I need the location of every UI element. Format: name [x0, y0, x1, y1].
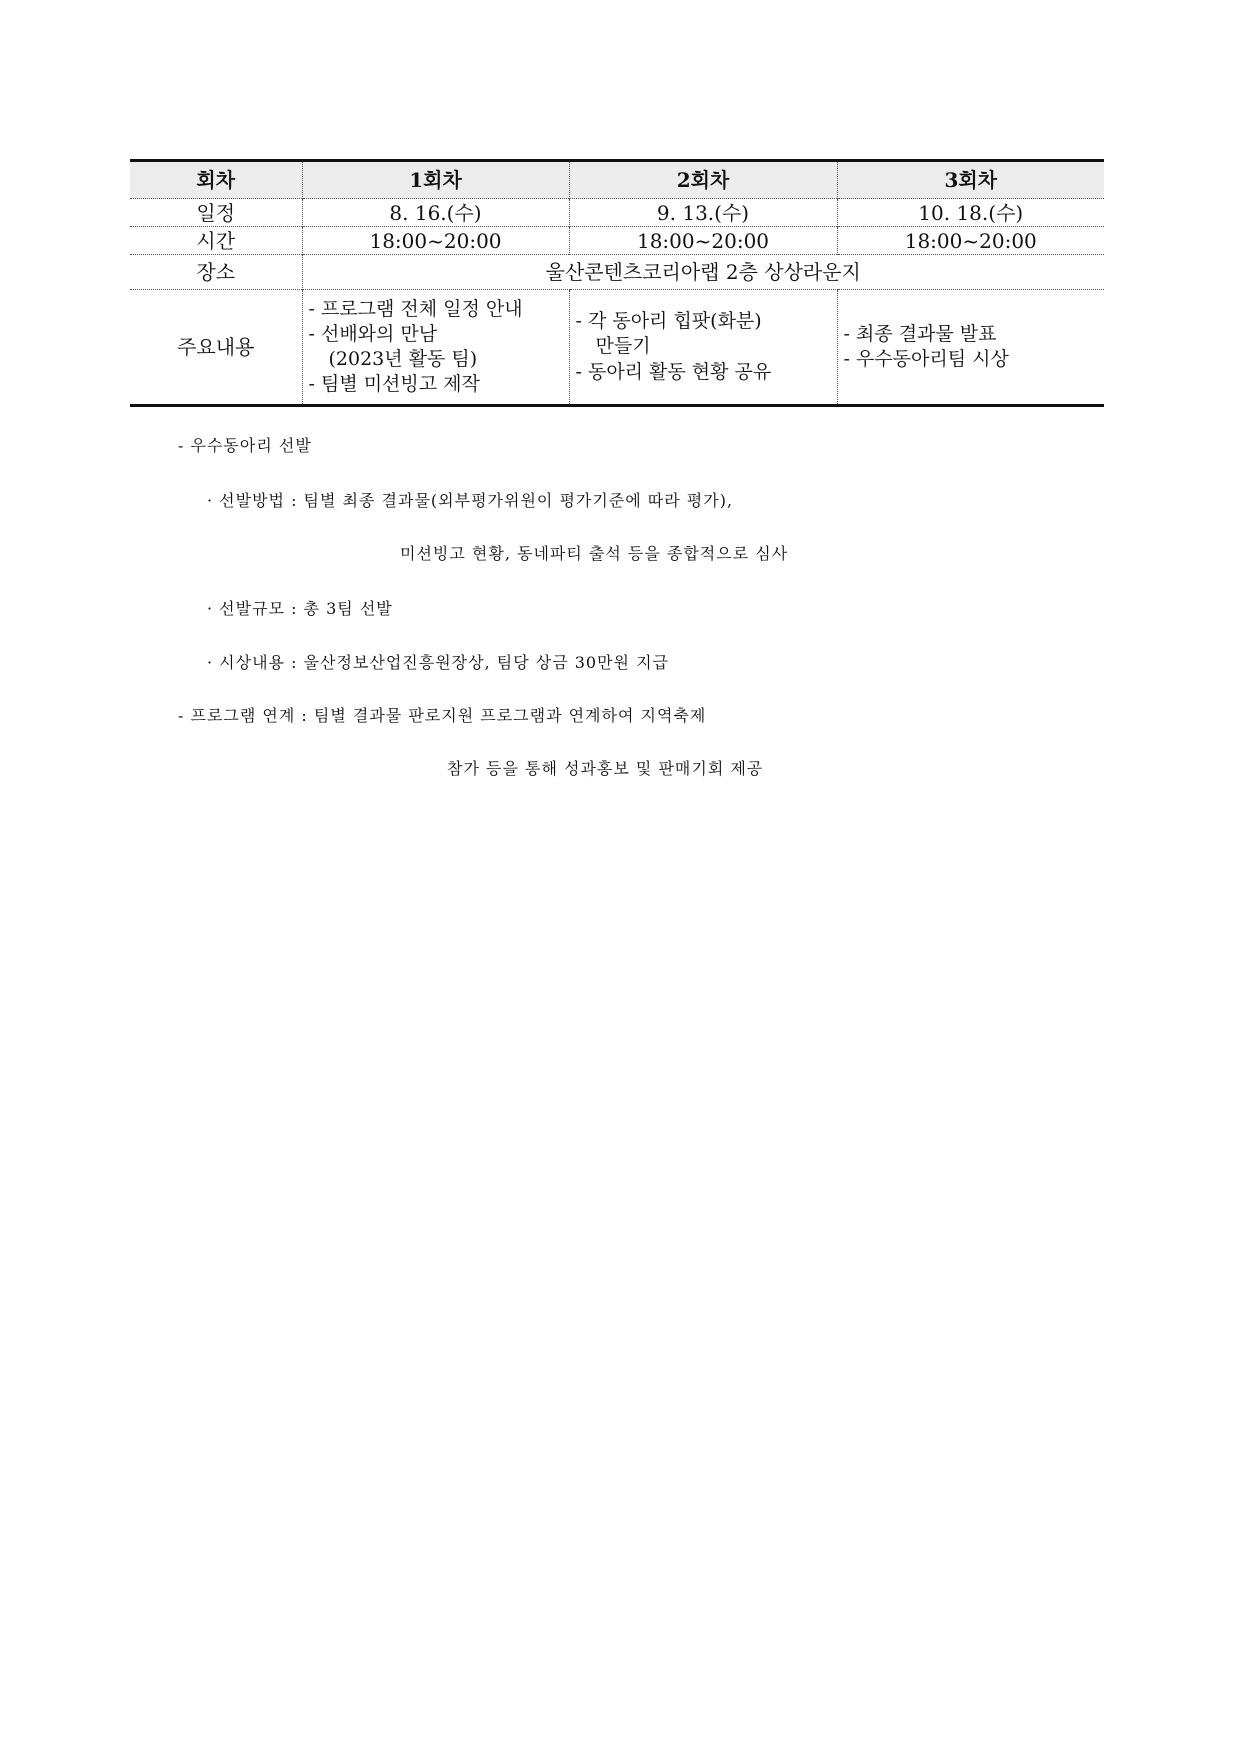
program-link-line-cont: 참가 등을 통해 성과홍보 및 판매기회 제공 — [447, 759, 764, 778]
program-link-line: - 프로그램 연계 : 팀별 결과물 판로지원 프로그램과 연계하여 지역축제 — [178, 706, 707, 725]
content-line: - 선배와의 만남 — [308, 322, 438, 345]
time-cell: 18:00~20:00 — [837, 227, 1104, 255]
content-line: - 각 동아리 힙팟(화분) — [575, 310, 762, 333]
row-label: 주요내용 — [130, 290, 302, 406]
table-header-row — [130, 161, 1104, 199]
date-cell: 9. 13.(수) — [569, 199, 837, 227]
header-cell: 1회차 — [302, 161, 569, 199]
place-cell: 울산콘텐츠코리아랩 2층 상상라운지 — [302, 255, 1104, 290]
content-line: - 프로그램 전체 일정 안내 — [308, 297, 523, 320]
table-row-content — [130, 290, 1104, 406]
date-cell: 10. 18.(수) — [837, 199, 1104, 227]
header-cell: 3회차 — [837, 161, 1104, 199]
section-heading: - 우수동아리 선발 — [178, 436, 312, 455]
content-cell — [569, 290, 837, 406]
content-cell — [837, 290, 1104, 406]
content-cell — [302, 290, 569, 406]
method-line: · 선발방법 : 팀별 최종 결과물(외부평가위원이 평가기준에 따라 평가), — [207, 491, 734, 510]
schedule-table — [130, 159, 1104, 407]
date-cell: 8. 16.(수) — [302, 199, 569, 227]
header-cell: 회차 — [130, 161, 302, 199]
method-line-cont: 미션빙고 현황, 동네파티 출석 등을 종합적으로 심사 — [400, 544, 789, 563]
content-line: (2023년 활동 팀) — [328, 348, 478, 370]
time-cell: 18:00~20:00 — [302, 227, 569, 255]
table-row-date — [130, 199, 1104, 227]
table-row-time — [130, 227, 1104, 255]
award-line: · 시상내용 : 울산정보산업진흥원장상, 팀당 상금 30만원 지급 — [207, 653, 670, 672]
row-label: 시간 — [130, 227, 302, 255]
content-line: - 최종 결과물 발표 — [843, 322, 997, 345]
content-line: - 팀별 미션빙고 제작 — [308, 373, 480, 396]
content-line: - 우수동아리팀 시상 — [843, 348, 1009, 370]
content-line: - 동아리 활동 현황 공유 — [575, 360, 772, 383]
time-cell: 18:00~20:00 — [569, 227, 837, 255]
row-label: 장소 — [130, 255, 302, 290]
scale-line: · 선발규모 : 총 3팀 선발 — [207, 599, 393, 618]
row-label: 일정 — [130, 199, 302, 227]
content-line: 만들기 — [595, 335, 651, 358]
header-cell: 2회차 — [569, 161, 837, 199]
table-row-place — [130, 255, 1104, 290]
